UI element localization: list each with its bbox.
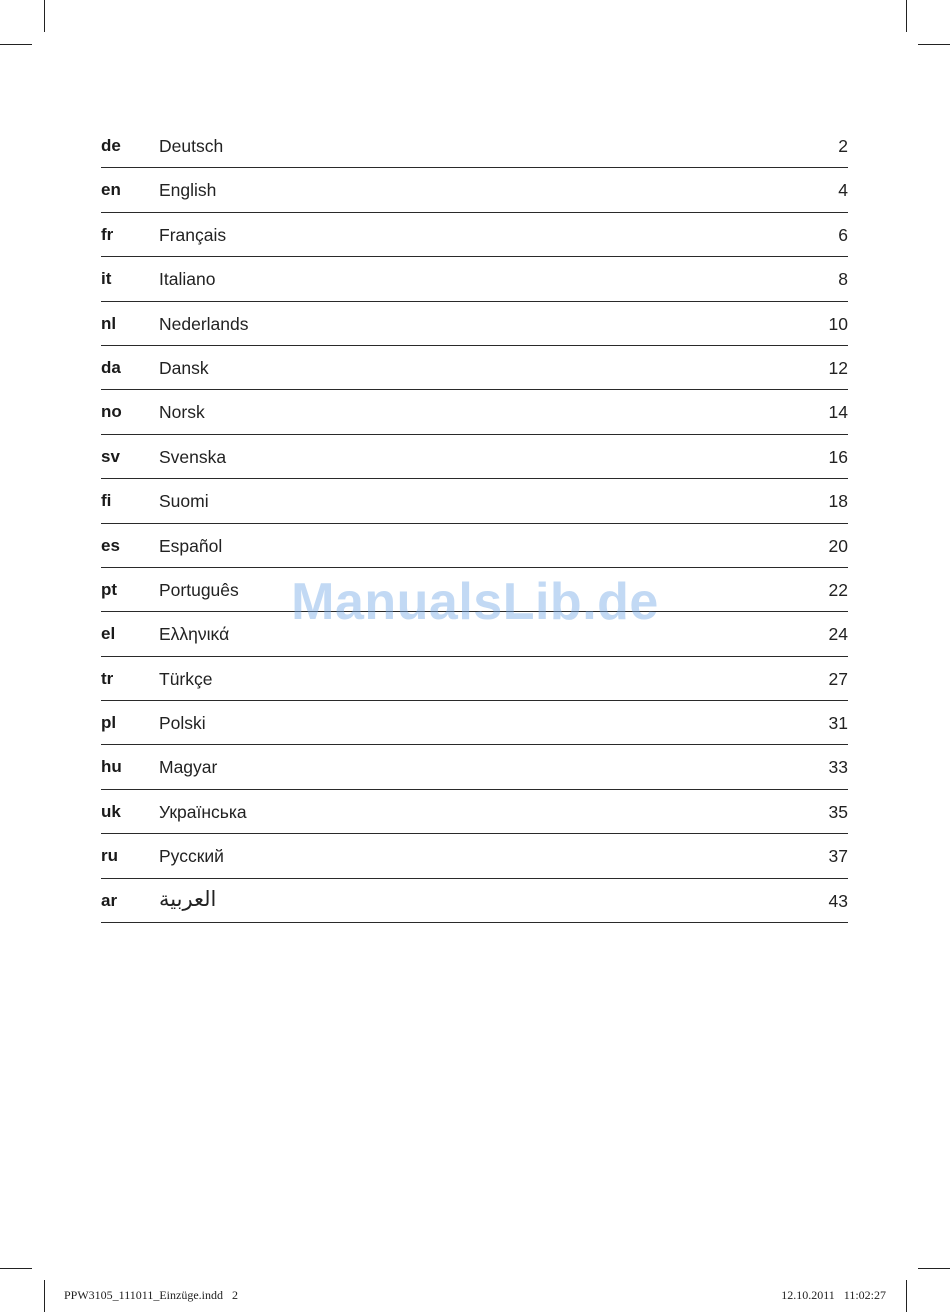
language-name: Español (159, 535, 223, 556)
language-name: Deutsch (159, 136, 224, 156)
language-name: Svenska (159, 446, 227, 467)
page-number: 22 (828, 579, 848, 600)
language-table-of-contents (101, 124, 848, 923)
language-name: Ελληνικά (159, 624, 230, 645)
page-number: 43 (828, 890, 848, 911)
language-name: Українська (159, 801, 247, 822)
crop-mark-bottom-left-horizontal (0, 1268, 32, 1269)
crop-mark-top-right-horizontal (918, 44, 950, 45)
page-number: 37 (828, 846, 848, 867)
language-code: pl (101, 713, 117, 733)
toc-row-sv[interactable] (101, 435, 848, 479)
toc-row-de[interactable] (101, 124, 848, 168)
crop-mark-top-left-vertical (44, 0, 45, 32)
page-number: 24 (828, 624, 848, 645)
toc-row-es[interactable] (101, 524, 848, 568)
toc-row-hu[interactable] (101, 745, 848, 789)
language-name: Português (159, 579, 239, 600)
page-number: 16 (828, 446, 848, 467)
page-number: 35 (828, 801, 848, 822)
toc-row-no[interactable] (101, 390, 848, 434)
language-name: Русский (159, 846, 224, 867)
language-name: Nederlands (159, 313, 249, 334)
toc-row-el[interactable] (101, 612, 848, 656)
page-number: 4 (838, 180, 848, 201)
toc-row-pt[interactable] (101, 568, 848, 612)
language-name: Norsk (159, 402, 205, 423)
language-code: ru (101, 846, 118, 866)
page-number: 2 (838, 136, 848, 156)
language-name: Magyar (159, 757, 218, 778)
language-name: Dansk (159, 357, 209, 378)
page-number: 33 (828, 757, 848, 778)
crop-mark-top-left-horizontal (0, 44, 32, 45)
language-code: ar (101, 890, 118, 910)
language-code: tr (101, 668, 114, 688)
footer-file-info: PPW3105_111011_Einzüge.indd 2 (64, 1288, 238, 1302)
toc-row-en[interactable] (101, 168, 848, 212)
language-code: nl (101, 313, 117, 333)
language-name: Suomi (159, 491, 209, 512)
toc-row-fi[interactable] (101, 479, 848, 523)
toc-row-ru[interactable] (101, 834, 848, 878)
crop-mark-top-right-vertical (906, 0, 907, 32)
page-number: 18 (828, 491, 848, 512)
language-code: sv (101, 446, 120, 466)
language-code: hu (101, 757, 122, 777)
crop-mark-bottom-right-horizontal (918, 1268, 950, 1269)
footer-timestamp: 12.10.2011 11:02:27 (781, 1288, 886, 1302)
toc-row-uk[interactable] (101, 790, 848, 834)
page-number: 8 (838, 269, 848, 290)
language-name: Polski (159, 713, 206, 734)
page-number: 27 (828, 668, 848, 689)
language-code: no (101, 402, 122, 422)
toc-row-da[interactable] (101, 346, 848, 390)
language-code: da (101, 357, 121, 377)
page-number: 6 (838, 224, 848, 245)
toc-row-ar[interactable] (101, 879, 848, 923)
language-code: el (101, 624, 116, 644)
language-code: de (101, 136, 121, 155)
page-number: 14 (828, 402, 848, 423)
language-name: Italiano (159, 269, 216, 290)
page-number: 31 (828, 713, 848, 734)
page-number: 12 (828, 357, 848, 378)
language-name: Français (159, 224, 227, 245)
language-code: fi (101, 491, 112, 511)
language-code: it (101, 269, 112, 289)
language-code: pt (101, 579, 118, 599)
page-number: 20 (828, 535, 848, 556)
toc-row-nl[interactable] (101, 302, 848, 346)
toc-row-pl[interactable] (101, 701, 848, 745)
language-code: es (101, 535, 120, 555)
language-code: fr (101, 224, 114, 244)
language-name: العربية (159, 887, 217, 911)
toc-row-tr[interactable] (101, 657, 848, 701)
language-code: uk (101, 801, 121, 821)
language-code: en (101, 180, 121, 200)
crop-mark-bottom-right-vertical (906, 1280, 907, 1312)
crop-mark-bottom-left-vertical (44, 1280, 45, 1312)
language-name: Türkçe (159, 668, 213, 689)
page-number: 10 (828, 313, 848, 334)
toc-row-fr[interactable] (101, 213, 848, 257)
watermark: ManualsLib.de (291, 573, 659, 631)
language-name: English (159, 180, 217, 201)
toc-row-it[interactable] (101, 257, 848, 301)
